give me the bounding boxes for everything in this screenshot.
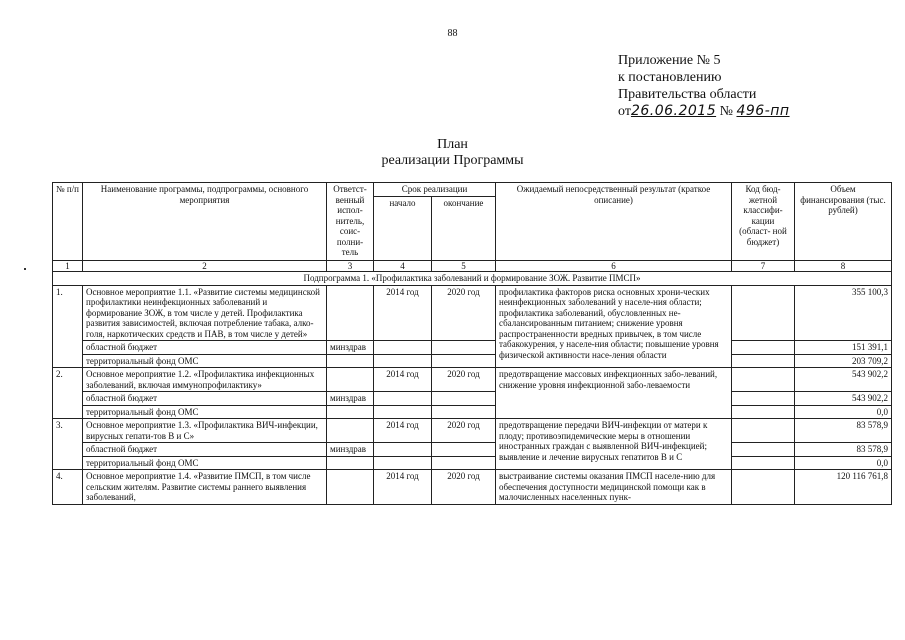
subrow-label: областной бюджет — [83, 443, 327, 457]
row-total: 543 902,2 — [795, 368, 892, 392]
row-name: Основное мероприятие 1.1. «Развитие системы медицинской профилактики неинфекционных заболеваний и формирование ЗОЖ, в том числе у детей. Профилактика развития зависимостей, включая потребление табака, алко-голя, наркотических средств и ПАВ, в том числе у детей» — [83, 285, 327, 341]
subprogram-title: Подпрограмма 1. «Профилактика заболеваний и формирование ЗОЖ. Развитие ПМСП» — [53, 272, 892, 286]
row-end: 2020 год — [432, 285, 496, 341]
subrow-value: 0,0 — [795, 456, 892, 470]
row-name: Основное мероприятие 1.4. «Развитие ПМСП, в том числе сельским жителям. Развитие системы раннего выявления заболеваний, — [83, 470, 327, 505]
appendix-line3: Правительства области — [618, 87, 757, 102]
header-code: Код бюд- жетной классифи- кации (област- ной бюджет) — [732, 183, 795, 261]
row-end: 2020 год — [432, 368, 496, 392]
table-row — [53, 285, 892, 341]
row-name: Основное мероприятие 1.2. «Профилактика инфекционных заболеваний, включая иммунопрофилактику» — [83, 368, 327, 392]
row-start: 2014 год — [374, 285, 432, 341]
row-start: 2014 год — [374, 419, 432, 443]
row-name: Основное мероприятие 1.3. «Профилактика ВИЧ-инфекции, вирусных гепати-тов В и С» — [83, 419, 327, 443]
row-num: 1. — [53, 285, 83, 368]
header-responsible: Ответст- венный испол- нитель, соис- полни- тель — [327, 183, 374, 261]
row-result: выстраивание системы оказания ПМСП населе-нию для обеспечения доступности медицинской помощи как в малочисленных населенных пунк- — [496, 470, 732, 505]
appendix-line2: к постановлению — [618, 70, 722, 85]
row-result: предотвращение массовых инфекционных забо-леваний, снижение уровня инфекционной забо-леваемости — [496, 368, 732, 419]
row-total: 355 100,3 — [795, 285, 892, 341]
plan-subtitle: реализации Программы — [381, 153, 524, 168]
col-number: 8 — [795, 260, 892, 272]
col-number: 5 — [432, 260, 496, 272]
number-value: 496-пп — [736, 103, 790, 119]
subrow-responsible: минздрав — [327, 341, 374, 355]
col-number: 6 — [496, 260, 732, 272]
subrow-value: 83 578,9 — [795, 443, 892, 457]
header-period: Срок реализации — [374, 183, 496, 197]
subrow-value: 203 709,2 — [795, 354, 892, 368]
subrow-label: территориальный фонд ОМС — [83, 405, 327, 419]
table-subrow — [53, 443, 892, 457]
appendix-date-line — [618, 103, 790, 120]
header-num: № п/п — [53, 183, 83, 261]
plan-table — [52, 182, 892, 505]
row-total: 83 578,9 — [795, 419, 892, 443]
header-start: начало — [374, 196, 432, 260]
col-number: 1 — [53, 260, 83, 272]
subrow-value: 0,0 — [795, 405, 892, 419]
subrow-value: 151 391,1 — [795, 341, 892, 355]
row-code — [732, 285, 795, 341]
subprogram-row — [53, 272, 892, 286]
col-number: 7 — [732, 260, 795, 272]
header-finance: Объем финансирования (тыс. рублей) — [795, 183, 892, 261]
header-result: Ожидаемый непосредственный результат (краткое описание) — [496, 183, 732, 261]
table-subrow — [53, 456, 892, 470]
table-subrow — [53, 341, 892, 355]
row-result: предотвращение передачи ВИЧ-инфекции от матери к плоду; противоэпидемические меры в отношении иностранных граждан с выявленной ВИЧ-инфекцией; выявление и лечение вирусных гепатитов В и С — [496, 419, 732, 470]
subrow-responsible: минздрав — [327, 392, 374, 406]
appendix-block — [618, 52, 790, 120]
column-number-row — [53, 260, 892, 272]
row-total: 120 116 761,8 — [795, 470, 892, 505]
page-number: 88 — [447, 28, 458, 39]
date-value: 26.06.2015 — [630, 103, 717, 119]
col-number: 3 — [327, 260, 374, 272]
row-num: 3. — [53, 419, 83, 470]
subrow-responsible: минздрав — [327, 443, 374, 457]
row-num: 4. — [53, 470, 83, 505]
subrow-label: областной бюджет — [83, 392, 327, 406]
subrow-label: территориальный фонд ОМС — [83, 456, 327, 470]
row-start: 2014 год — [374, 470, 432, 505]
subrow-value: 543 902,2 — [795, 392, 892, 406]
row-start: 2014 год — [374, 368, 432, 392]
table-row — [53, 368, 892, 392]
subrow-label: территориальный фонд ОМС — [83, 354, 327, 368]
table-subrow — [53, 392, 892, 406]
table-subrow — [53, 354, 892, 368]
plan-title: План — [437, 137, 468, 152]
col-number: 2 — [83, 260, 327, 272]
col-number: 4 — [374, 260, 432, 272]
row-num: 2. — [53, 368, 83, 419]
number-prefix: № — [719, 104, 733, 119]
row-responsible — [327, 285, 374, 341]
header-end: окончание — [432, 196, 496, 260]
row-end: 2020 год — [432, 470, 496, 505]
date-prefix: от — [618, 104, 631, 119]
margin-mark — [24, 268, 26, 270]
row-result: профилактика факторов риска основных хрони-ческих неинфекционных заболеваний у населе-ния области; профилактика заболеваний, обусловленных не-сбалансированным питанием; снижение уровня распространенности вредных привычек, в том числе табакокурения, у населе-ния области; повышение уровня физической активности насе-ления области — [496, 285, 732, 368]
header-name: Наименование программы, подпрограммы, основного мероприятия — [83, 183, 327, 261]
subrow-label: областной бюджет — [83, 341, 327, 355]
table-row — [53, 470, 892, 505]
row-end: 2020 год — [432, 419, 496, 443]
table-row — [53, 419, 892, 443]
appendix-line1: Приложение № 5 — [618, 53, 721, 68]
table-subrow — [53, 405, 892, 419]
